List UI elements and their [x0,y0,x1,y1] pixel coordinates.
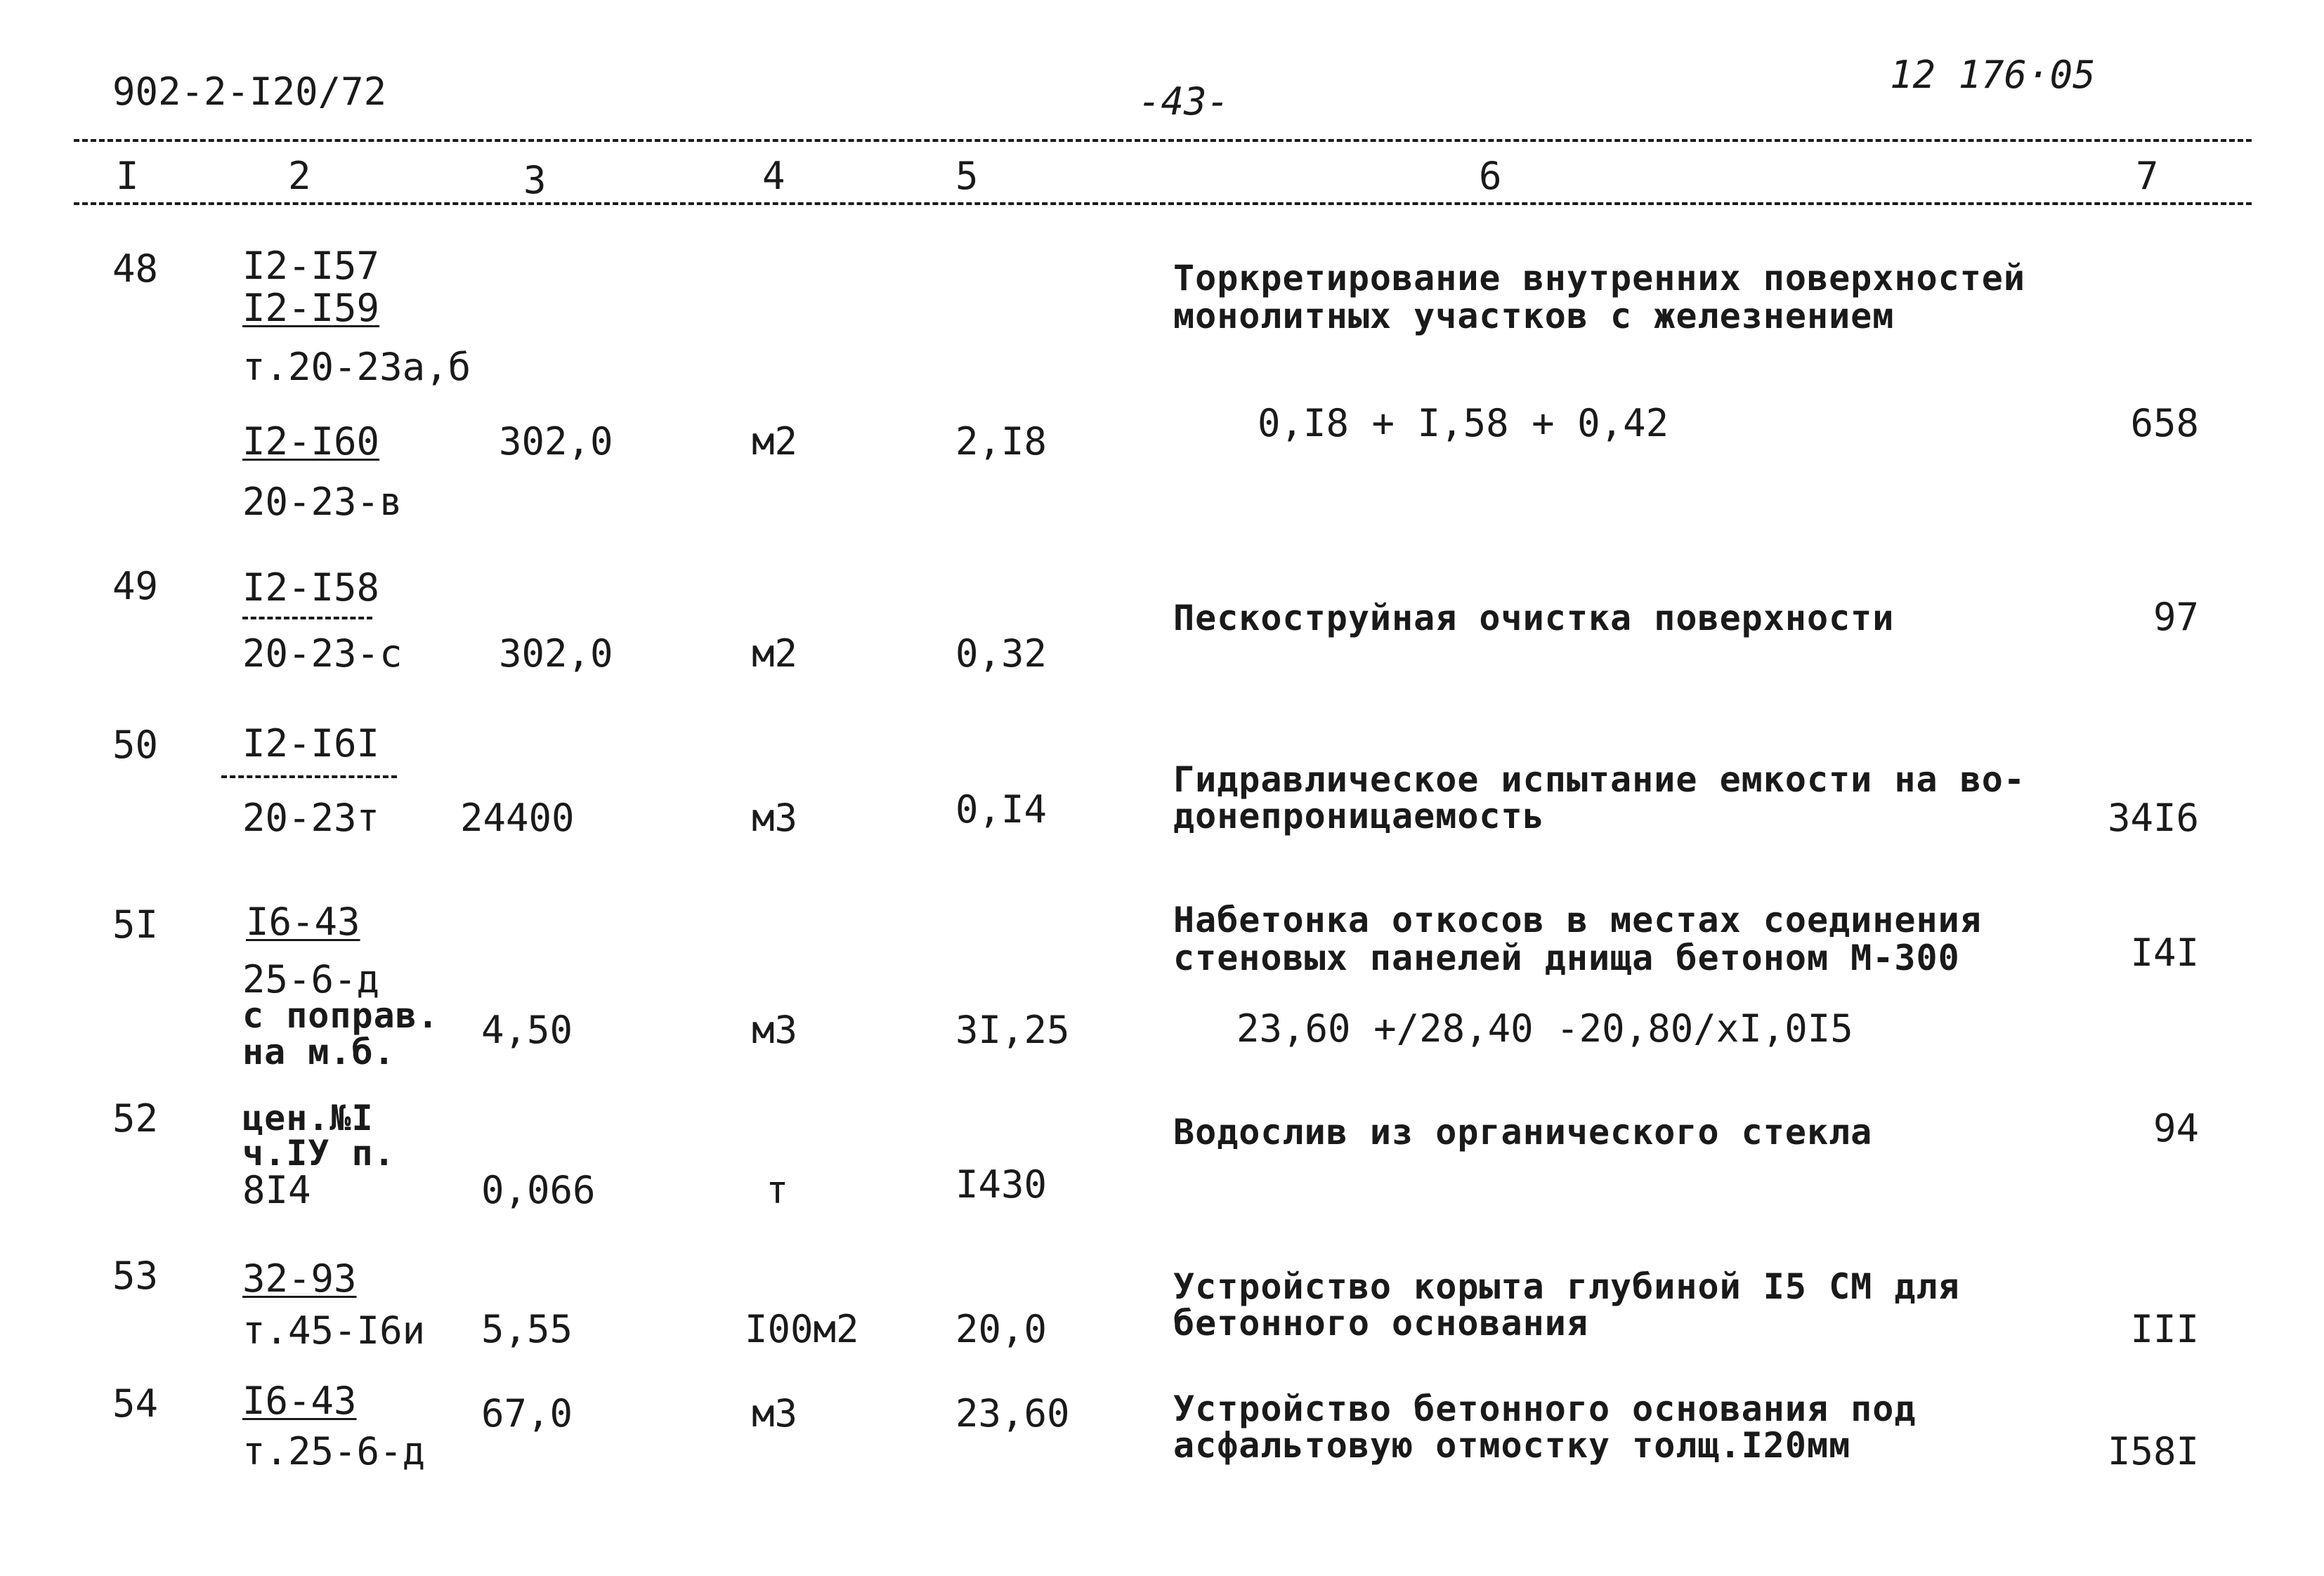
norm-table-ref: 20-23-в [242,480,403,524]
norm-code: 32-93 [242,1256,357,1301]
norm-code: I6-43 [242,1379,357,1423]
row-number: 53 [112,1254,159,1298]
unit: м3 [752,1391,798,1436]
unit-price: 23,60 [955,1391,1070,1436]
description-line: Набетонка откосов в местах соединения [1173,900,1982,940]
norm-note: на м.б. [242,1032,396,1072]
unit-price: 3I,25 [955,1008,1070,1052]
row-number: 54 [112,1381,159,1426]
norm-code: I2-I59 [242,286,380,330]
quantity: 24400 [460,796,575,840]
fraction-line [242,617,372,619]
column-header: 3 [523,158,547,202]
column-header: 5 [955,154,979,198]
description-line: Водослив из органического стекла [1173,1112,1873,1153]
unit: м3 [752,796,798,840]
header-rule-top [74,139,2252,142]
description-line: асфальтовую отмостку толщ.I20мм [1173,1425,1851,1466]
total-cost: I4I [2130,931,2199,975]
column-header: 2 [288,154,311,198]
description-line: монолитных участков с железнением [1173,296,1895,336]
unit-price: I430 [955,1162,1047,1207]
unit: м2 [752,631,798,676]
fraction-line [221,775,397,778]
norm-code: I6-43 [246,900,360,944]
quantity: 302,0 [499,419,613,464]
unit-price: 20,0 [955,1307,1047,1351]
archive-number: 12 176·05 [1890,53,2096,97]
norm-table-ref: т.20-23а,б [242,345,471,389]
norm-table-ref: 20-23т [242,796,380,840]
norm-table-ref: т.45-I6и [242,1308,426,1353]
row-number: 48 [112,247,159,291]
norm-table-ref: т.25-6-д [242,1429,426,1473]
quantity: 302,0 [499,631,613,676]
quantity: 5,55 [481,1307,573,1351]
quantity: 0,066 [481,1168,596,1212]
total-cost: I58I [2107,1429,2199,1473]
price-formula: 0,I8 + I,58 + 0,42 [1258,401,1669,445]
total-cost: 94 [2153,1106,2199,1150]
unit-price: 0,I4 [955,787,1047,832]
price-formula: 23,60 +/28,40 -20,80/хI,0I5 [1236,1006,1853,1051]
unit: т [766,1168,789,1212]
description-line: стеновых панелей днища бетоном М-300 [1173,938,1960,978]
column-header: 7 [2136,154,2159,198]
norm-code: I2-I57 [242,244,380,288]
norm-code: цен.№I [242,1098,374,1138]
description-line: донепроницаемость [1173,796,1545,836]
row-number: 5I [112,902,159,947]
description-line: Гидравлическое испытание емкости на во- [1173,759,2025,800]
norm-note: с поправ. [242,995,439,1036]
document-code: 902-2-I20/72 [112,70,387,114]
row-number: 52 [112,1096,159,1141]
description-line: Пескоструйная очистка поверхности [1173,598,1895,638]
unit: м2 [752,419,798,464]
column-header: 6 [1479,154,1502,198]
unit-price: 2,I8 [955,419,1047,464]
quantity: 67,0 [481,1391,573,1436]
row-number: 50 [112,723,159,767]
unit: I00м2 [745,1307,859,1351]
unit: м3 [752,1008,798,1052]
norm-code: 8I4 [242,1168,311,1212]
page-number: -43- [1138,79,1230,124]
description-line: Устройство корыта глубиной I5 СМ для [1173,1266,1960,1307]
total-cost: 34I6 [2107,796,2199,840]
norm-code: I2-I58 [242,565,380,610]
total-cost: 97 [2153,595,2199,639]
row-number: 49 [112,564,159,608]
norm-table-ref: 25-6-д [242,957,380,1002]
column-header: 4 [762,154,785,198]
unit-price: 0,32 [955,631,1047,676]
norm-code: I2-I60 [242,419,380,464]
description-line: Торкретирование внутренних поверхностей [1173,258,2025,298]
norm-code: I2-I6I [242,721,380,766]
description-line: Устройство бетонного основания под [1173,1388,1917,1429]
total-cost: III [2130,1307,2199,1351]
column-header: I [116,154,139,198]
total-cost: 658 [2130,401,2199,445]
description-line: бетонного основания [1173,1303,1588,1344]
quantity: 4,50 [481,1008,573,1052]
norm-code: ч.IУ п. [242,1133,396,1174]
norm-table-ref: 20-23-с [242,631,403,676]
header-rule-bottom [74,202,2252,205]
